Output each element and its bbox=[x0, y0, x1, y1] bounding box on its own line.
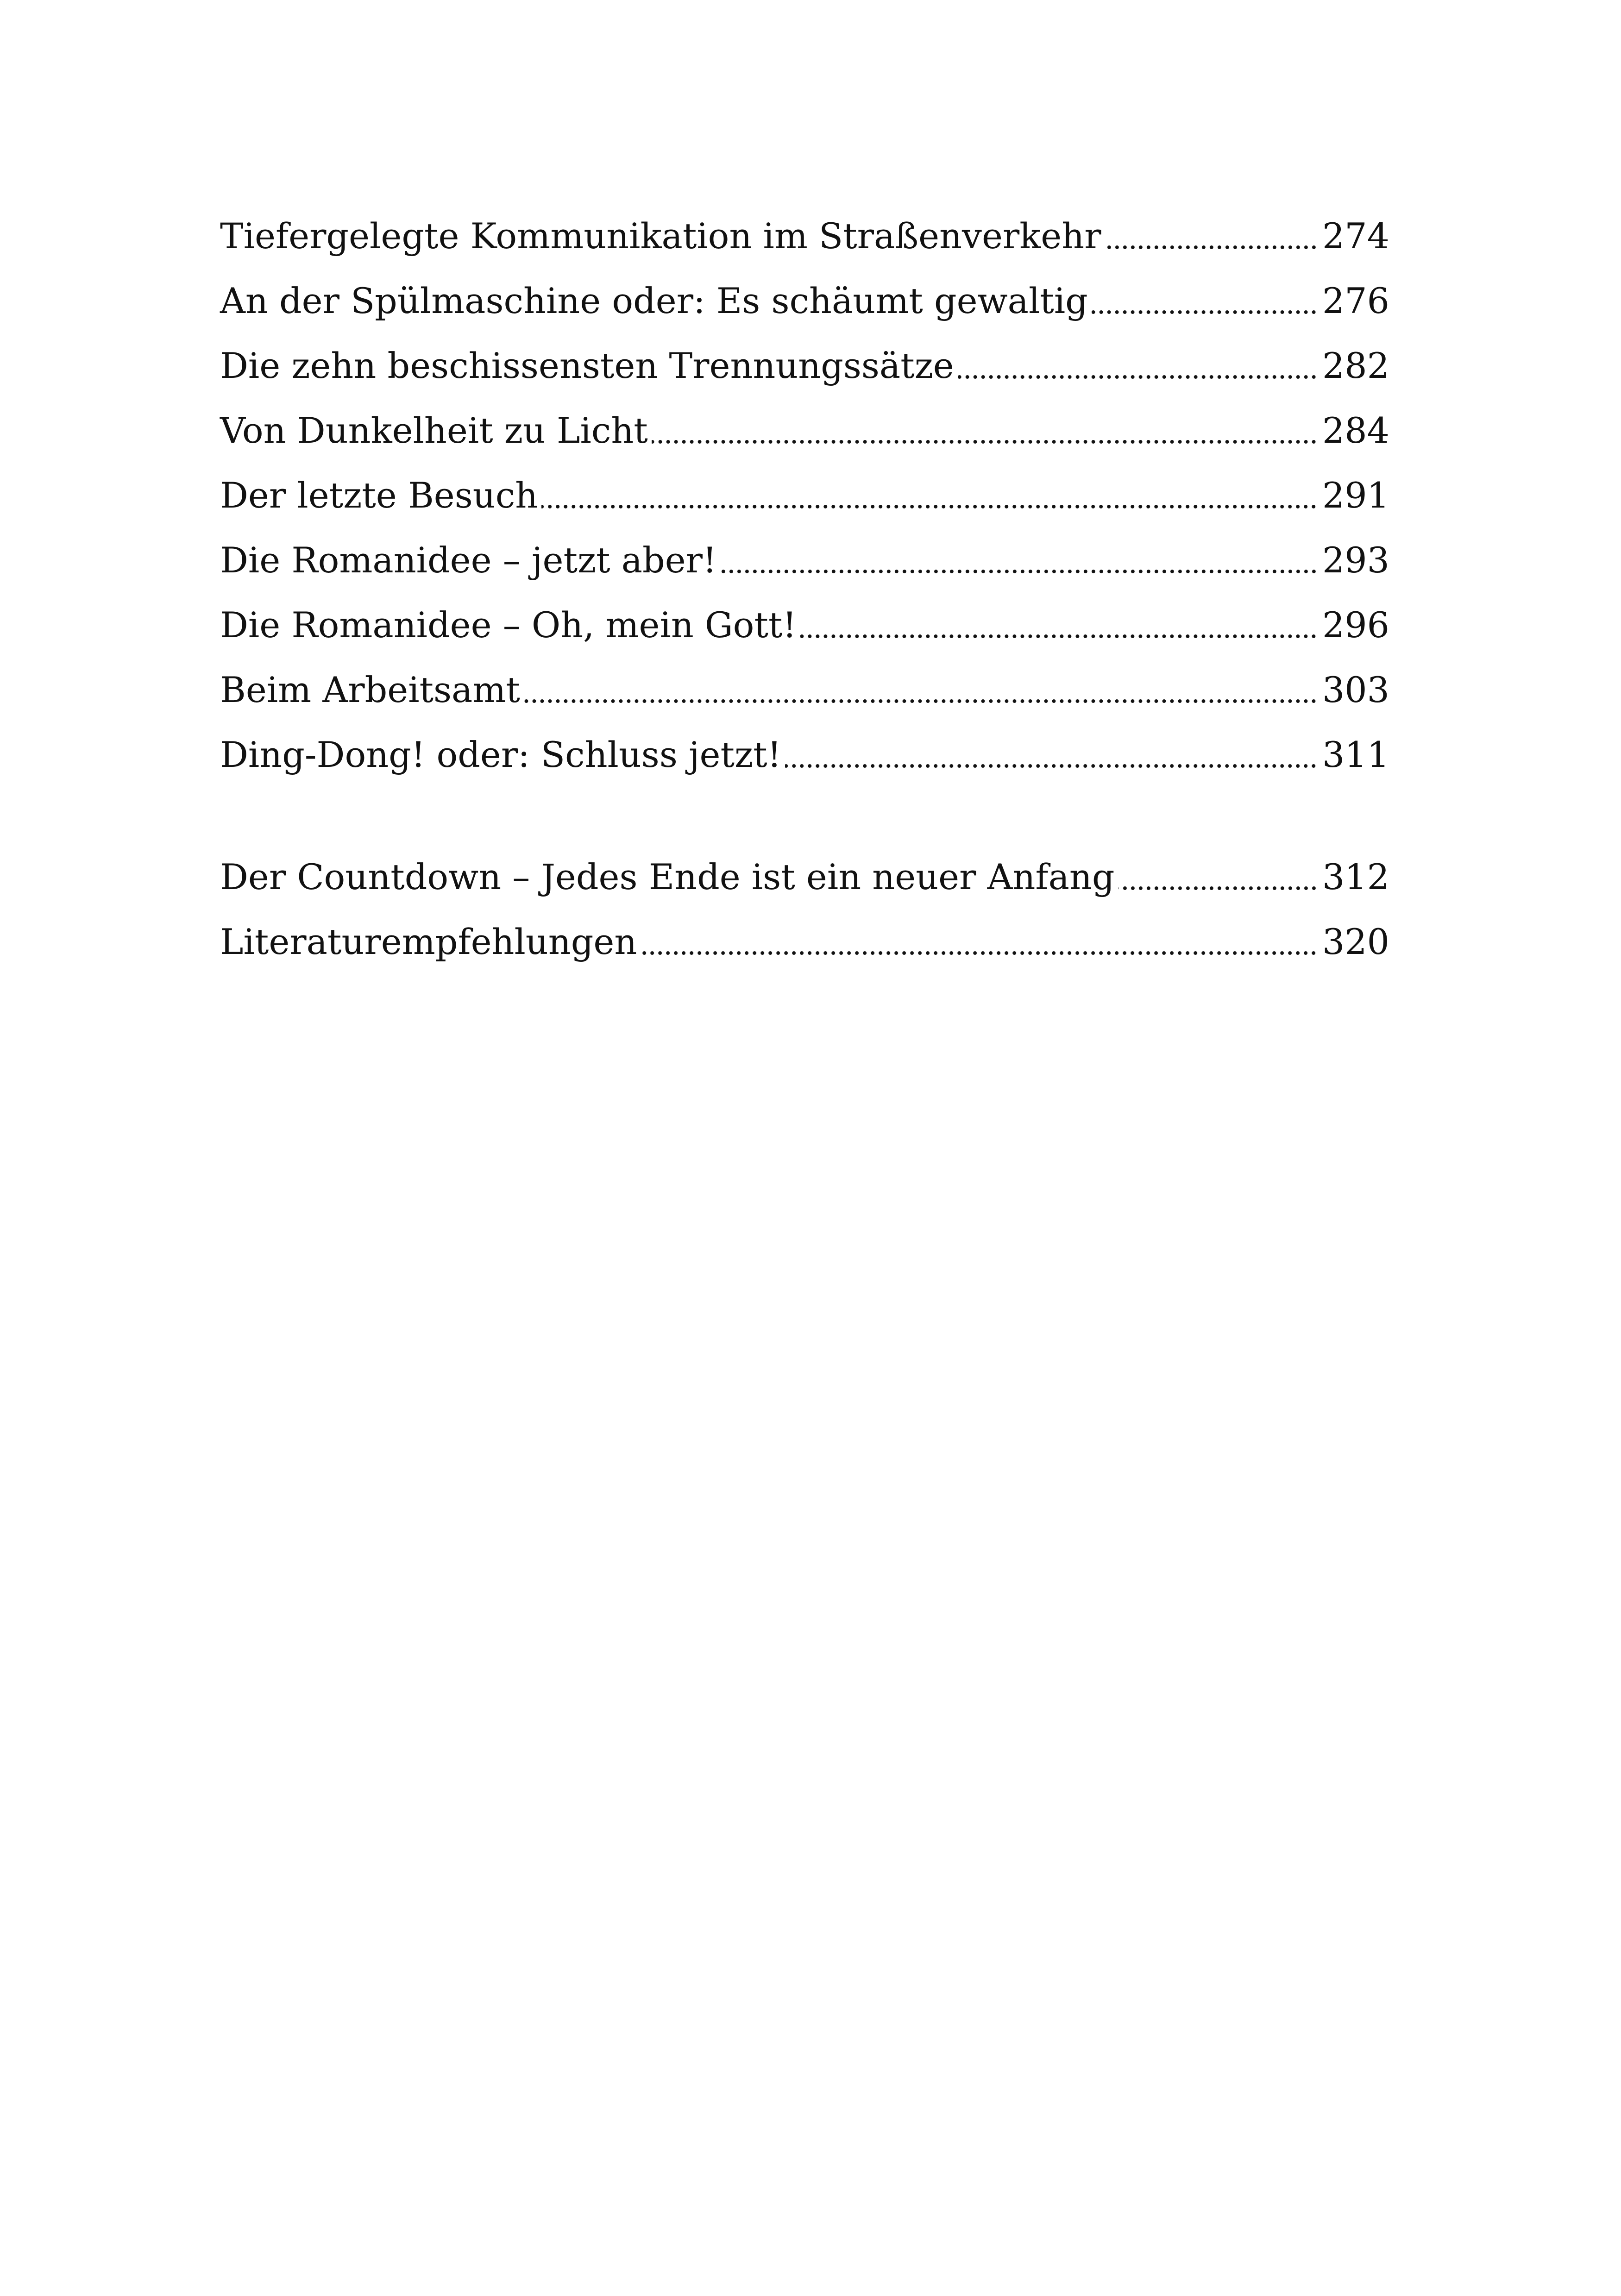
toc-dot-leader bbox=[1092, 269, 1318, 333]
toc-entry[interactable] bbox=[220, 658, 1389, 722]
toc-entry-title: Von Dunkelheit zu Licht bbox=[220, 410, 648, 451]
toc-dot-leader bbox=[800, 593, 1318, 658]
toc-entry-page-number: 274 bbox=[1322, 215, 1389, 257]
toc-entry-title: An der Spülmaschine oder: Es schäumt gewaltig bbox=[220, 280, 1088, 321]
toc-entry-title: Die Romanidee – Oh, mein Gott! bbox=[220, 604, 797, 646]
toc-entry-page-number: 284 bbox=[1322, 410, 1389, 451]
toc-entry-page-number: 296 bbox=[1322, 604, 1389, 646]
toc-entry-page-number: 282 bbox=[1322, 345, 1389, 386]
toc-entry-page-number: 291 bbox=[1322, 475, 1389, 516]
toc-entry[interactable] bbox=[220, 333, 1389, 398]
toc-entry-page-number: 311 bbox=[1322, 734, 1389, 775]
toc-entry-title: Beim Arbeitsamt bbox=[220, 669, 520, 710]
toc-entry-title: Der letzte Besuch bbox=[220, 475, 538, 516]
toc-group-closing bbox=[220, 845, 1389, 974]
toc-entry-title: Ding-Dong! oder: Schluss jetzt! bbox=[220, 734, 782, 775]
toc-entry-page-number: 303 bbox=[1322, 669, 1389, 710]
toc-dot-leader bbox=[1105, 204, 1318, 269]
toc-dot-leader bbox=[958, 333, 1318, 398]
toc-entry-page-number: 312 bbox=[1322, 856, 1389, 897]
toc-entry[interactable] bbox=[220, 528, 1389, 593]
toc-dot-leader bbox=[721, 528, 1318, 593]
toc-entry-title: Die Romanidee – jetzt aber! bbox=[220, 539, 717, 581]
toc-dot-leader bbox=[541, 463, 1318, 528]
toc-entry[interactable] bbox=[220, 463, 1389, 528]
toc-entry[interactable] bbox=[220, 845, 1389, 910]
toc-dot-leader bbox=[652, 398, 1318, 463]
toc-entry[interactable] bbox=[220, 204, 1389, 269]
toc-group-chapters bbox=[220, 204, 1389, 787]
toc-entry[interactable] bbox=[220, 269, 1389, 333]
toc-dot-leader bbox=[641, 910, 1318, 974]
toc-entry-page-number: 320 bbox=[1322, 921, 1389, 962]
toc-entry-title: Der Countdown – Jedes Ende ist ein neuer Anfang bbox=[220, 856, 1115, 897]
toc-entry-title: Die zehn beschissensten Trennungssätze bbox=[220, 345, 954, 386]
toc-dot-leader bbox=[1118, 845, 1318, 910]
toc-entry-page-number: 293 bbox=[1322, 539, 1389, 581]
toc-entry[interactable] bbox=[220, 722, 1389, 787]
toc-entry[interactable] bbox=[220, 910, 1389, 974]
table-of-contents bbox=[220, 204, 1389, 974]
toc-entry[interactable] bbox=[220, 593, 1389, 658]
toc-entry-title: Literaturempfehlungen bbox=[220, 921, 637, 962]
toc-entry[interactable] bbox=[220, 398, 1389, 463]
toc-dot-leader bbox=[785, 722, 1318, 787]
toc-dot-leader bbox=[524, 658, 1318, 722]
toc-entry-title: Tiefergelegte Kommunikation im Straßenverkehr bbox=[220, 215, 1101, 257]
toc-entry-page-number: 276 bbox=[1322, 280, 1389, 321]
